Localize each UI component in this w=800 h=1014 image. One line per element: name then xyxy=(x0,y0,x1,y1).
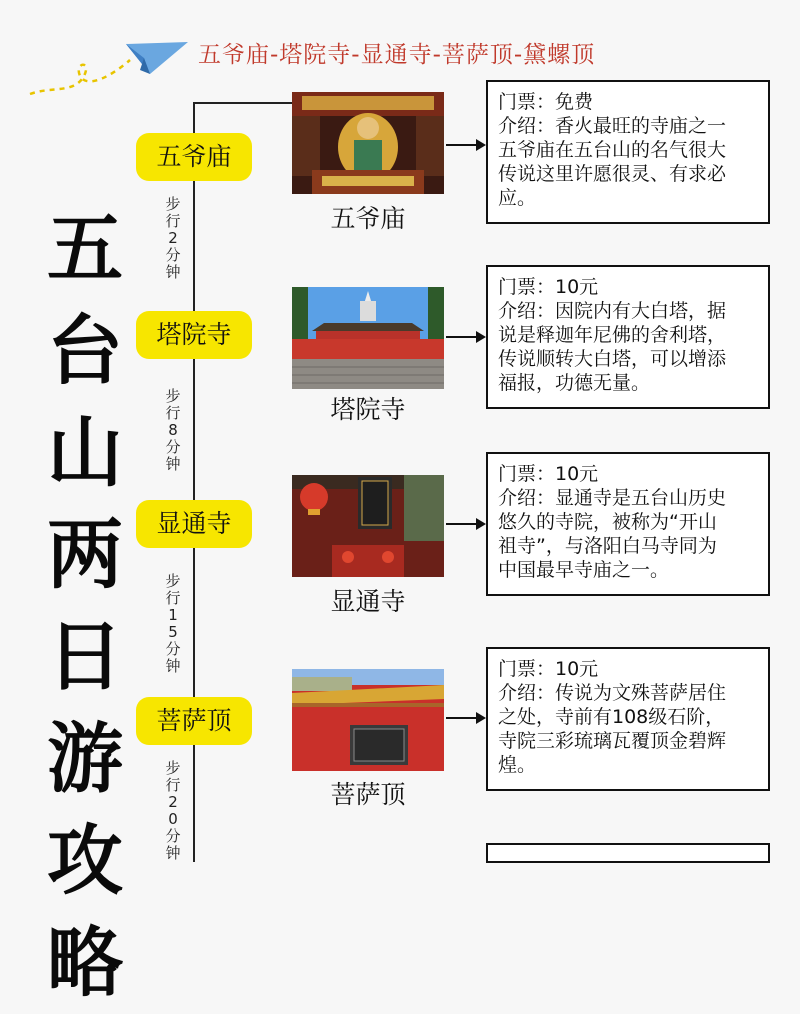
intro-line: 福报，功德无量。 xyxy=(498,372,651,394)
stop-tag-wuyemiao: 五爷庙 xyxy=(136,133,252,181)
stop-tag-xiantongsi: 显通寺 xyxy=(136,500,252,548)
intro-line: 寺院三彩琉璃瓦覆顶金碧辉 xyxy=(498,730,727,752)
main-title-char: 台 xyxy=(47,306,123,395)
right-arrow-icon xyxy=(446,711,486,725)
right-arrow-icon xyxy=(446,517,486,531)
timeline-connector xyxy=(193,102,292,104)
ticket-price: 门票：免费 xyxy=(498,91,594,113)
intro-line: 介绍：传说为文殊菩萨居住 xyxy=(498,682,727,704)
ticket-price: 门票：10元 xyxy=(498,463,599,485)
info-box-tayuansi xyxy=(486,265,770,409)
intro-line: 之处，寺前有108级石阶， xyxy=(498,706,725,728)
intro-line: 传说顺转大白塔，可以增添 xyxy=(498,348,727,370)
info-box-xiantongsi xyxy=(486,452,770,596)
route-title: 五爷庙-塔院寺-显通寺-菩萨顶-黛螺顶 xyxy=(198,42,596,68)
photo-xiantongsi xyxy=(292,475,444,577)
main-title-char: 攻 xyxy=(47,816,123,905)
main-title-char: 山 xyxy=(47,408,123,497)
main-title-char: 五 xyxy=(47,204,123,293)
ticket-price: 门票：10元 xyxy=(498,658,599,680)
intro-line: 祖寺”，与洛阳白马寺同为 xyxy=(498,535,717,557)
main-title-char: 两 xyxy=(47,510,123,599)
intro-line: 介绍：显通寺是五台山历史 xyxy=(498,487,727,509)
right-arrow-icon xyxy=(446,138,486,152)
intro-line: 应。 xyxy=(498,187,537,209)
paper-plane-icon xyxy=(22,24,197,104)
caption-tayuansi: 塔院寺 xyxy=(330,395,406,424)
photo-tayuansi xyxy=(292,287,444,389)
info-box-wuyemiao xyxy=(486,80,770,224)
walk-time: 步 行 2 分 钟 xyxy=(165,195,181,281)
intro-line: 介绍：因院内有大白塔，据 xyxy=(498,300,727,322)
photo-pusading xyxy=(292,669,444,771)
walk-time: 步 行 1 5 分 钟 xyxy=(165,572,181,675)
walk-time: 步 行 8 分 钟 xyxy=(165,387,181,473)
intro-line: 传说这里许愿很灵、有求必 xyxy=(498,163,727,185)
ticket-price: 门票：10元 xyxy=(498,276,599,298)
intro-line: 悠久的寺院，被称为“开山 xyxy=(498,511,717,533)
caption-wuyemiao: 五爷庙 xyxy=(330,204,406,233)
intro-line: 说是释迦年尼佛的舍利塔， xyxy=(498,324,727,346)
right-arrow-icon xyxy=(446,330,486,344)
info-box-pusading xyxy=(486,647,770,791)
main-title-char: 日 xyxy=(47,612,123,701)
walk-time: 步 行 2 0 分 钟 xyxy=(165,759,181,862)
intro-line: 煌。 xyxy=(498,754,537,776)
stop-tag-pusading: 菩萨顶 xyxy=(136,697,252,745)
info-box-partial xyxy=(486,843,770,863)
main-title xyxy=(40,198,130,1014)
stop-tag-tayuansi: 塔院寺 xyxy=(136,311,252,359)
intro-line: 中国最早寺庙之一。 xyxy=(498,559,670,581)
caption-pusading: 菩萨顶 xyxy=(330,780,406,809)
main-title-char: 略 xyxy=(47,918,123,1007)
main-title-char: 游 xyxy=(47,714,123,803)
timeline-line xyxy=(193,102,195,862)
intro-line: 五爷庙在五台山的名气很大 xyxy=(498,139,727,161)
caption-xiantongsi: 显通寺 xyxy=(330,587,406,616)
intro-line: 介绍：香火最旺的寺庙之一 xyxy=(498,115,727,137)
photo-wuyemiao xyxy=(292,92,444,194)
